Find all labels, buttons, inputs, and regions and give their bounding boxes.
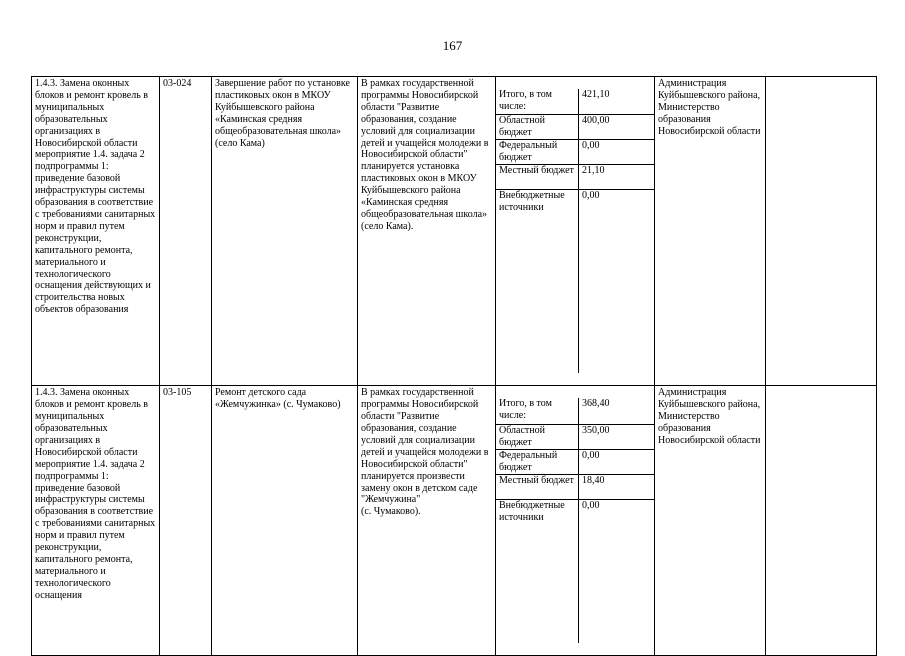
table-row	[32, 77, 877, 386]
code-cell: 03-105	[160, 386, 212, 655]
finance-row-total	[496, 89, 654, 115]
finance-cell	[496, 77, 655, 386]
finance-value: 368,40	[579, 398, 655, 424]
finance-label: Внебюджетные источники	[496, 190, 579, 374]
finance-value: 0,00	[579, 449, 655, 474]
finance-row-extra	[496, 499, 654, 643]
measure-cell: 1.4.3. Замена оконных блоков и ремонт кровель в муниципальных образовательных организациях в Новосибирской области мероприятие 1.4. задача 2 подпрограммы 1: приведение базовой инфраструктуры системы образования в соответствие с требованиями санитарных норм и правил путем реконструкции, капитального ремонта, материального и технологического оснащения	[32, 386, 160, 655]
finance-value: 21,10	[579, 165, 655, 190]
finance-value: 400,00	[579, 115, 655, 140]
finance-label: Местный бюджет	[496, 474, 579, 499]
finance-label: Областной бюджет	[496, 424, 579, 449]
finance-value: 0,00	[579, 140, 655, 165]
page-number: 167	[442, 38, 463, 53]
finance-label: Федеральный бюджет	[496, 449, 579, 474]
finance-row-extra	[496, 190, 654, 374]
finance-label: Итого, в том числе:	[496, 89, 579, 115]
finance-label: Местный бюджет	[496, 165, 579, 190]
finance-label: Внебюджетные источники	[496, 499, 579, 643]
finance-label: Областной бюджет	[496, 115, 579, 140]
code-cell: 03-024	[160, 77, 212, 386]
finance-label: Итого, в том числе:	[496, 398, 579, 424]
finance-label: Федеральный бюджет	[496, 140, 579, 165]
finance-row-federal	[496, 140, 654, 165]
finance-value: 350,00	[579, 424, 655, 449]
description-cell: В рамках государственной программы Новосибирской области "Развитие образования, создание условий для социализации детей и учащейся молодежи в Новосибирской области" планируется установка пластиковых окон в МКОУ Куйбышевского района «Каминская средняя общеобразовательная школа» (село Кама).	[358, 77, 496, 386]
finance-value: 421,10	[579, 89, 655, 115]
finance-table	[496, 398, 654, 643]
finance-row-regional	[496, 115, 654, 140]
finance-row-local	[496, 474, 654, 499]
note-cell	[766, 77, 877, 386]
executor-cell: Администрация Куйбышевского района, Министерство образования Новосибирской области	[655, 77, 766, 386]
measure-cell: 1.4.3. Замена оконных блоков и ремонт кровель в муниципальных образовательных организациях в Новосибирской области мероприятие 1.4. задача 2 подпрограммы 1: приведение базовой инфраструктуры системы образования в соответствие с требованиями санитарных норм и правил путем реконструкции, капитального ремонта, материального и технологического оснащения действующих и строительства новых объектов образования	[32, 77, 160, 386]
finance-row-local	[496, 165, 654, 190]
table-row	[32, 386, 877, 655]
finance-row-federal	[496, 449, 654, 474]
executor-cell: Администрация Куйбышевского района, Министерство образования Новосибирской области	[655, 386, 766, 655]
finance-value: 0,00	[582, 190, 600, 202]
finance-value: 18,40	[579, 474, 655, 499]
finance-row-regional	[496, 424, 654, 449]
finance-cell	[496, 386, 655, 655]
program-measures-table	[31, 76, 877, 656]
description-cell: В рамках государственной программы Новосибирской области "Развитие образования, создание условий для социализации детей и учащейся молодежи в Новосибирской области" планируется произвести замену окон в детском саде "Жемчужина" (с. Чумаково).	[358, 386, 496, 655]
note-cell	[766, 386, 877, 655]
work-cell: Завершение работ по установке пластиковых окон в МКОУ Куйбышевского района «Каминская средняя общеобразовательная школа» (село Кама)	[212, 77, 358, 386]
work-cell: Ремонт детского сада «Жемчужинка» (с. Чумаково)	[212, 386, 358, 655]
finance-row-total	[496, 398, 654, 424]
finance-table	[496, 89, 654, 374]
finance-value: 0,00	[582, 499, 600, 511]
